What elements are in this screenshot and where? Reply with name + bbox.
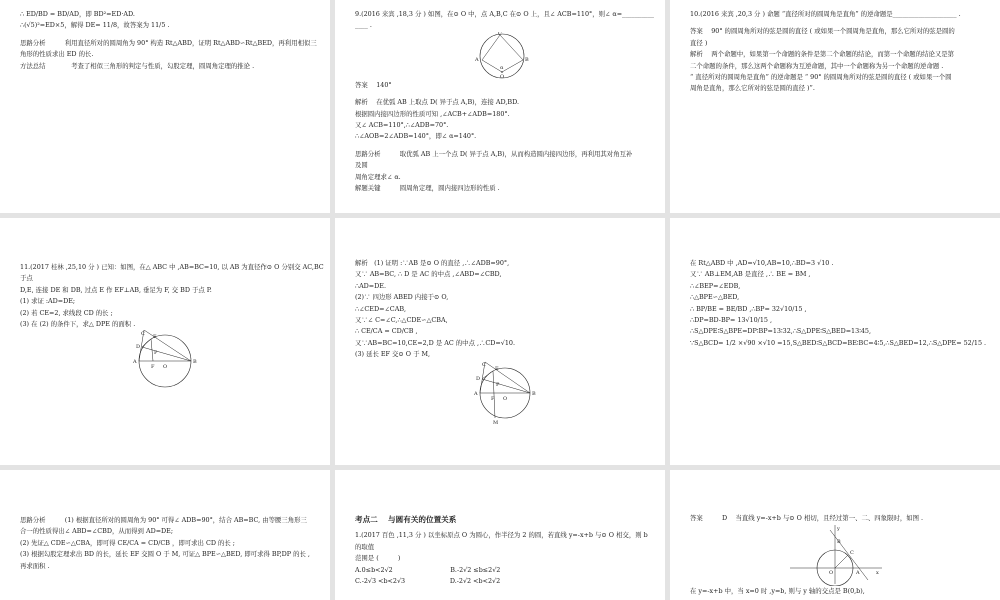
text-line: (2) 若 CE=2, 求线段 CD 的长 ; [20,308,113,317]
doc-page-5 [335,218,665,465]
label-b: B [837,539,841,546]
label-d: D [476,375,481,382]
text-line: 在 Rt△ABD 中 ,AD=√10,AB=10,∴BD=3 √10 . [690,259,834,267]
label-f: F [491,395,495,402]
text-line: 周角是直角，那么它所对的弦是圆的直径 )”. [690,84,815,93]
text-line: (3) 在 (2) 的条件下，求△ DPE 的面积 . [20,320,136,329]
figure-circle-axes [690,524,990,586]
text-line: ∴ BP/BE = BE/BD ,∴BP= 32√10/15 , [690,304,807,313]
label-y: y [837,526,840,533]
text-line: ____ . [355,21,372,30]
label-c: C [498,31,502,37]
figure-circle-abc-1 [20,330,220,392]
text-line: D,E, 连接 DE 和 DB, 过点 E 作 EF⊥AB, 垂足为 F, 交 BD 于点 P. [20,285,212,294]
text-line: 合一的性质得出∠ ABD=∠CBD，从而得到 AD=DE; [20,527,173,536]
label-d: D [136,344,141,351]
label-a: A [475,56,479,63]
label-p: P [154,350,158,357]
text-line: 解析 两个命题中，如果第一个命题的条件是第二个命题的结论，而第一个命题的结论又是第 [690,50,955,59]
label-o: O [163,364,168,371]
text-line: 范围是 ( ) [355,554,401,563]
text-line: 答案 140° [355,80,392,89]
text-line: 的取值 [355,542,375,551]
text-line: 又∵∠ C=∠C,∴△CDE∽△CBA, [355,316,448,325]
text-line: 二个命题的条件，那么这两个命题称为互逆命题，其中一个命题称为另一个命题的逆命题 . [690,61,944,70]
text-line: (2)∵ 四边形 ABED 内接于⊙ O, [355,293,449,302]
text-line: 又∵AB=BC=10,CE=2,D 是 AC 的中点 ,∴CD=√10. [355,338,516,347]
text-line: 思路分析 利用直径所对的圆周角为 90° 构造 Rt△ABD，证明 Rt△ABD∽Rt△BED，再利用相似三 [20,38,317,47]
text-line: ∴ CE/CA = CD/CB , [355,327,418,336]
text-line: (3) 根据勾股定理求出 BD 的长，延长 EF 交圆 O 于 M, 可证△ BPE∽△BED, 即可求得 BP,DP 的长 , [20,550,310,559]
doc-page-8 [335,470,665,600]
text-line: 周角定理求∠ α. [355,172,401,181]
label-a: A [133,359,137,366]
text-line: 直径 ) [690,38,708,47]
figure-circle-acb [355,32,655,80]
text-line: ∴DP=BD-BP= 13√10/15 , [690,316,773,325]
text-line: ∴S△DPE∶S△BPE=DP∶BP=13∶32,∴S△DPE∶S△BED=13∶45, [690,327,872,336]
text-line: 9.(2016 来宾 ,18,3 分 ) 如图，在⊙ O 中，点 A,B,C 在⊙ O 上，且∠ ACB=110°，则∠ α=__________ [355,10,654,18]
doc-page-7 [0,470,330,600]
label-c: C [482,361,486,368]
text-line: ∴△BPE∽△BED, [690,293,740,302]
section-heading: 考点二 与圆有关的位置关系 [355,515,457,524]
text-line: 方法总结 考查了相似三角形的判定与性质，勾股定理，圆周角定理的推论 . [20,61,255,70]
text-line: 及圆 [355,161,368,170]
text-line: 解析 (1) 证明 :∵AB 是⊙ O 的直径 ,∴∠ADB=90°, [355,259,510,267]
label-o: O [500,73,505,80]
text-line: (2) 先证△ CDE∽△CBA，即可得 CE/CA = CD/CB ，即可求出 CD 的长 ; [20,538,235,547]
label-b: B [525,56,529,63]
doc-page-9 [670,470,1000,600]
text-line: 答案 90° 的圆周角所对的弦是圆的直径 ( 或如果一个圆周角是直角，那么它所对的弦是圆的 [690,27,955,36]
text-line: 答案 D 当直线 y=-x+b 与⊙ O 相切，且经过第一、二、四象限时，如图 . [690,514,924,522]
label-e: E [495,365,499,372]
label-m: M [493,419,499,425]
label-x: x [876,570,879,577]
doc-page-4 [0,218,330,465]
text-line: 在 y=-x+b 中，当 x=0 时 ,y=b, 则与 y 轴的交点是 B(0,b), [690,587,865,596]
text-line: ∴ ED/BD = BD/AD，即 BD²=ED·AD. [20,10,135,18]
text-line: 于点 [20,274,33,283]
text-line: ∴(√5)²=ED×5，解得 DE= 11/8，故答案为 11/5 . [20,21,170,30]
text-line: 解析 在优弧 AB 上取点 D( 异于点 A,B)，连接 AD,BD. [355,98,520,107]
doc-page-3 [670,0,1000,213]
label-e: E [153,334,157,341]
text-line: 思路分析 (1) 根据直径所对的圆周角为 90° 可得∠ ADB=90°，结合 AB=BC, 由等腰三角形三 [20,516,307,524]
text-line: 再求面积 . [20,561,50,570]
text-line: A.0≤b<2√2 B.-2√2 ≤b≤2√2 [355,565,501,574]
label-c: C [850,550,854,557]
text-line: 解题关键 圆周角定理，圆内接四边形的性质 . [355,184,500,193]
label-b: B [532,390,536,397]
label-p: P [496,381,500,388]
label-c: C [141,331,145,338]
text-line: 角形的性质求出 ED 的长. [20,50,94,59]
label-o: O [503,395,508,402]
text-line: (3) 延长 EF 交⊙ O 于 M, [355,350,431,359]
label-a: A [474,390,478,397]
text-line: 思路分析 取优弧 AB 上一个点 D( 异于点 A,B)，从而构造圆内接四边形，再利用其对角互补 [355,149,633,158]
text-line: “ 直径所对的圆周角是直角” 的逆命题是 “ 90° 的圆周角所对的弦是圆的直径 ( 或如果一个圆 [690,73,952,82]
doc-page-6 [670,218,1000,465]
label-b: B [193,359,197,366]
doc-page-1 [0,0,330,213]
text-line: 又∵ AB⊥EM,AB 是直径 ,∴ BE = BM , [690,270,811,279]
text-line: ∴AD=DE. [355,281,386,290]
text-line: ∴∠BEP=∠EDB, [690,281,741,290]
text-line: ∵S△BCD= 1/2 ×√90 ×√10 =15,S△BED∶S△BCD=BE∶BC=4∶5,∴S△BED=12,∴S△DPE= 52/15 . [690,338,987,347]
text-line: 又∵ AB=BC, ∴ D 是 AC 的中点 ,∠ABD=∠CBD, [355,270,502,279]
text-line: 根据圆内接四边形的性质可知 ,∠ACB+∠ADB=180°. [355,109,510,118]
text-line: ∴∠AOB=2∠ADB=140°，即∠ α=140°. [355,132,477,141]
text-line: (1) 求证 :AD=DE; [20,297,76,306]
label-a: A [856,570,860,577]
text-line: 10.(2016 来宾 ,20,3 分 ) 命题 “直径所对的圆周角是直角” 的逆命题是____________________ . [690,10,961,18]
text-line: ∴∠CED=∠CAB, [355,304,407,313]
doc-page-2 [335,0,665,213]
label-o: O [829,570,834,577]
label-alpha: α [500,64,504,71]
text-line: 又∠ ACB=110°,∴∠ADB=70°. [355,121,449,130]
figure-circle-abc-2 [355,361,655,425]
label-f: F [151,364,155,371]
text-line: 1.(2017 百色 ,11,3 分 ) 以坐标原点 O 为圆心，作半径为 2 的圆，若直线 y=-x+b 与⊙ O 相交，则 b [355,531,648,540]
text-line: 11.(2017 桂林 ,25,10 分 ) 已知：如图，在△ ABC 中 ,AB=BC=10, 以 AB 为直径作⊙ O 分别交 AC,BC [20,263,324,271]
text-line: C.-2√3 <b<2√3 D.-2√2 <b<2√2 [355,577,501,586]
